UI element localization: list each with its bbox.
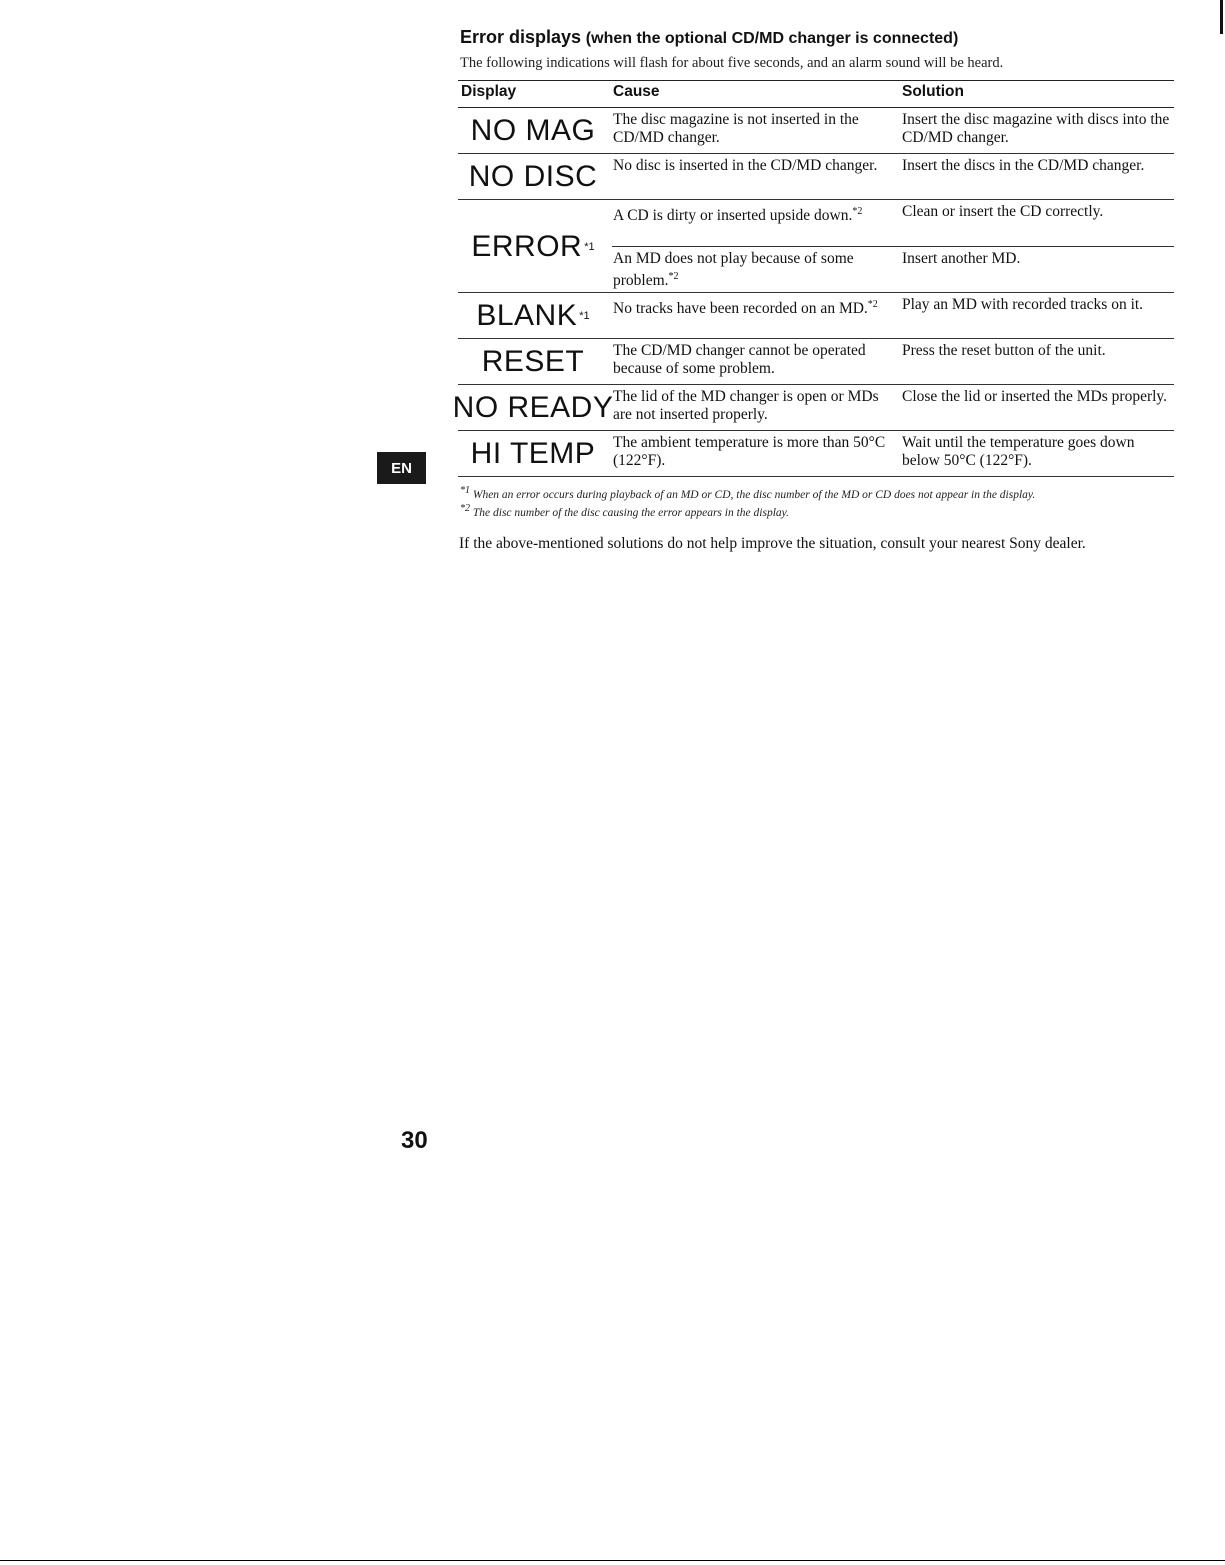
intro-text: The following indications will flash for about five seconds, and an alarm sound will be heard. xyxy=(460,55,1004,71)
solution-cell: Insert the discs in the CD/MD changer. xyxy=(902,157,1145,174)
table-bottom-rule xyxy=(458,476,1174,478)
cause-cell: The disc magazine is not inserted in the CD/MD changer. xyxy=(613,111,859,146)
row-subdivider xyxy=(612,246,1174,247)
cause-cell: An MD does not play because of some problem.$^{*2}$ xyxy=(613,250,854,290)
display-code: NO MAG xyxy=(470,114,596,147)
display-code: BLANK *1 xyxy=(476,299,590,332)
display-code: ERROR *1 xyxy=(471,229,595,263)
header-cause: Cause xyxy=(613,83,660,100)
solution-cell: Play an MD with recorded tracks on it. xyxy=(902,296,1144,313)
error-display-table xyxy=(452,80,1174,477)
solution-cell: Press the reset button of the unit. xyxy=(902,342,1106,359)
section-heading xyxy=(460,27,958,48)
page-number: 30 xyxy=(401,1127,428,1154)
footnote-1: *1 When an error occurs during playback of an MD or CD, the disc number of the MD or CD does not appear in the display. xyxy=(460,485,1036,501)
solution-cell: Wait until the temperature goes down below 50°C (122°F). xyxy=(902,434,1135,469)
solution-cell: Close the lid or inserted the MDs properly. xyxy=(902,388,1168,405)
section-title: Error displays xyxy=(460,27,582,47)
footnotes xyxy=(460,484,1035,520)
display-code: NO DISC xyxy=(468,160,598,193)
section-subtitle: (when the optional CD/MD changer is connected) xyxy=(585,30,959,47)
table-header-row xyxy=(458,81,1174,108)
table-row xyxy=(458,431,1174,477)
display-code: NO READY xyxy=(452,391,614,424)
corner-crop-mark xyxy=(1220,0,1223,34)
header-display: Display xyxy=(461,83,517,100)
footnote-2: *2 The disc number of the disc causing the error appears in the display. xyxy=(460,502,789,519)
header-solution: Solution xyxy=(902,83,964,100)
cause-cell: The ambient temperature is more than 50°C (122°F). xyxy=(613,434,886,469)
cause-cell: The CD/MD changer cannot be operated because of some problem. xyxy=(613,342,866,377)
solution-cell: Clean or insert the CD correctly. xyxy=(902,203,1104,220)
footnote-ref: *2 xyxy=(668,271,679,282)
solution-cell: Insert another MD. xyxy=(902,250,1021,267)
footnote-ref: *1 xyxy=(584,240,595,253)
table-row xyxy=(458,154,1174,200)
table-row xyxy=(458,339,1174,385)
cause-cell: A CD is dirty or inserted upside down.$^{*2}$ xyxy=(613,206,863,225)
cause-cell: The lid of the MD changer is open or MDs are not inserted properly. xyxy=(613,388,879,423)
cause-cell: No disc is inserted in the CD/MD changer. xyxy=(613,157,878,174)
table-row xyxy=(452,385,1174,431)
table-row xyxy=(458,108,1174,154)
display-code: HI TEMP xyxy=(470,437,596,470)
display-code: RESET xyxy=(481,345,585,378)
solution-cell: Insert the disc magazine with discs into the CD/MD changer. xyxy=(902,111,1170,146)
footnote-ref: *2 xyxy=(867,299,878,310)
footnote-ref: *2 xyxy=(852,206,863,217)
page-edge-line xyxy=(0,1560,1225,1561)
footnote-ref: *1 xyxy=(579,310,590,322)
cause-cell: No tracks have been recorded on an MD.$^{*2}$ xyxy=(613,299,878,318)
closing-paragraph: If the above-mentioned solutions do not help improve the situation, consult your nearest Sony dealer. xyxy=(459,535,1086,552)
table-row xyxy=(458,293,1174,339)
table-row xyxy=(458,200,1174,293)
language-tab: EN xyxy=(377,452,426,484)
